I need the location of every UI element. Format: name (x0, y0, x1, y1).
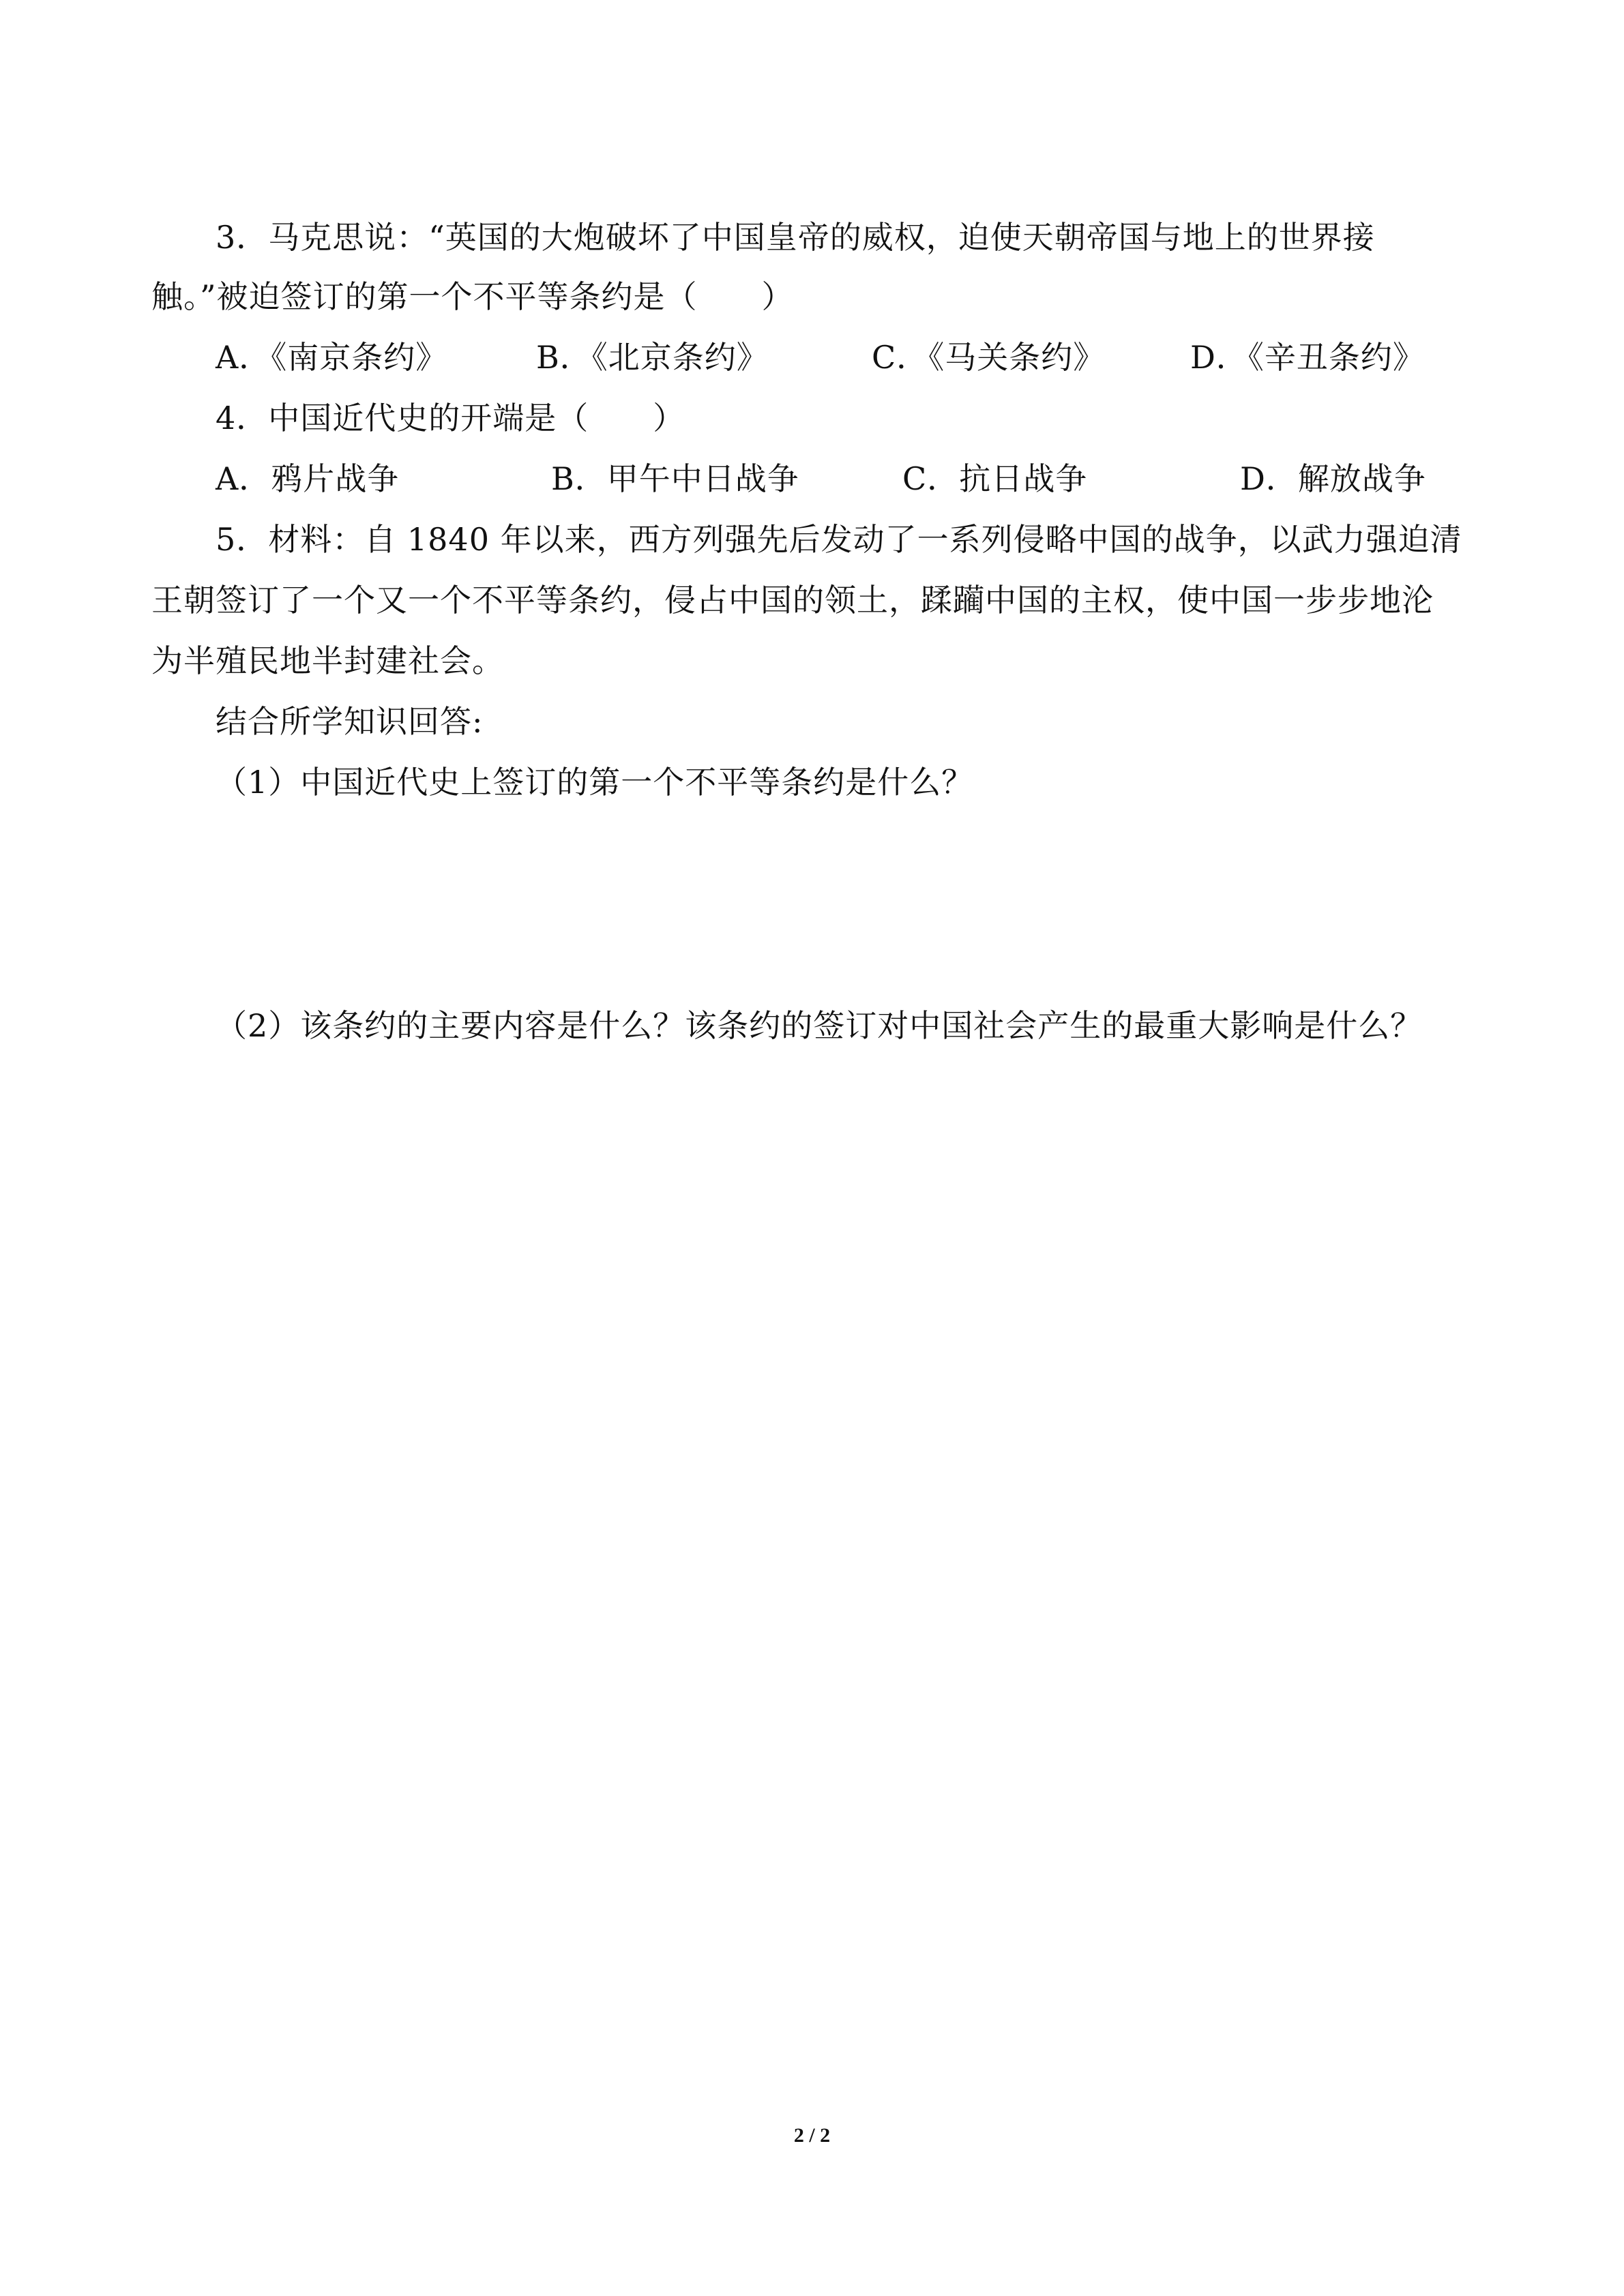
q4-option-b: B．甲午中日战争 (551, 460, 799, 497)
q5-sub-question-1: （1）中国近代史上签订的第一个不平等条约是什么？ (216, 764, 974, 801)
q3-option-d: D．《辛丑条约》 (1190, 339, 1425, 376)
q5-sub-question-2: （2）该条约的主要内容是什么？该条约的签订对中国社会产生的最重大影响是什么？ (216, 1007, 1423, 1044)
q3-option-b: B．《北京条约》 (536, 339, 769, 376)
page-number: 2 / 2 (793, 2124, 831, 2147)
q5-material-line2: 王朝签订了一个又一个不平等条约，侵占中国的领土，蹂躏中国的主权，使中国一步步地沦 (151, 582, 1434, 618)
q3-stem-line2: 触。”被迫签订的第一个不平等条约是（ ） (151, 278, 794, 315)
q4-option-a: A．鸦片战争 (216, 460, 400, 497)
q3-option-a: A．《南京条约》 (216, 339, 448, 376)
q5-material-line3: 为半殖民地半封建社会。 (151, 642, 504, 679)
q4-stem: 4．中国近代史的开端是（ ） (216, 400, 685, 436)
q4-option-c: C．抗日战争 (902, 460, 1088, 497)
q3-option-c: C．《马关条约》 (872, 339, 1106, 376)
q4-option-d: D．解放战争 (1240, 460, 1426, 497)
q5-material-line1: 5．材料：自 1840 年以来，西方列强先后发动了一系列侵略中国的战争，以武力强迫清 (216, 521, 1462, 558)
q5-prompt: 结合所学知识回答: (216, 703, 484, 740)
q3-stem-line1: 3．马克思说：“英国的大炮破坏了中国皇帝的威权，迫使天朝帝国与地上的世界接 (216, 219, 1375, 256)
